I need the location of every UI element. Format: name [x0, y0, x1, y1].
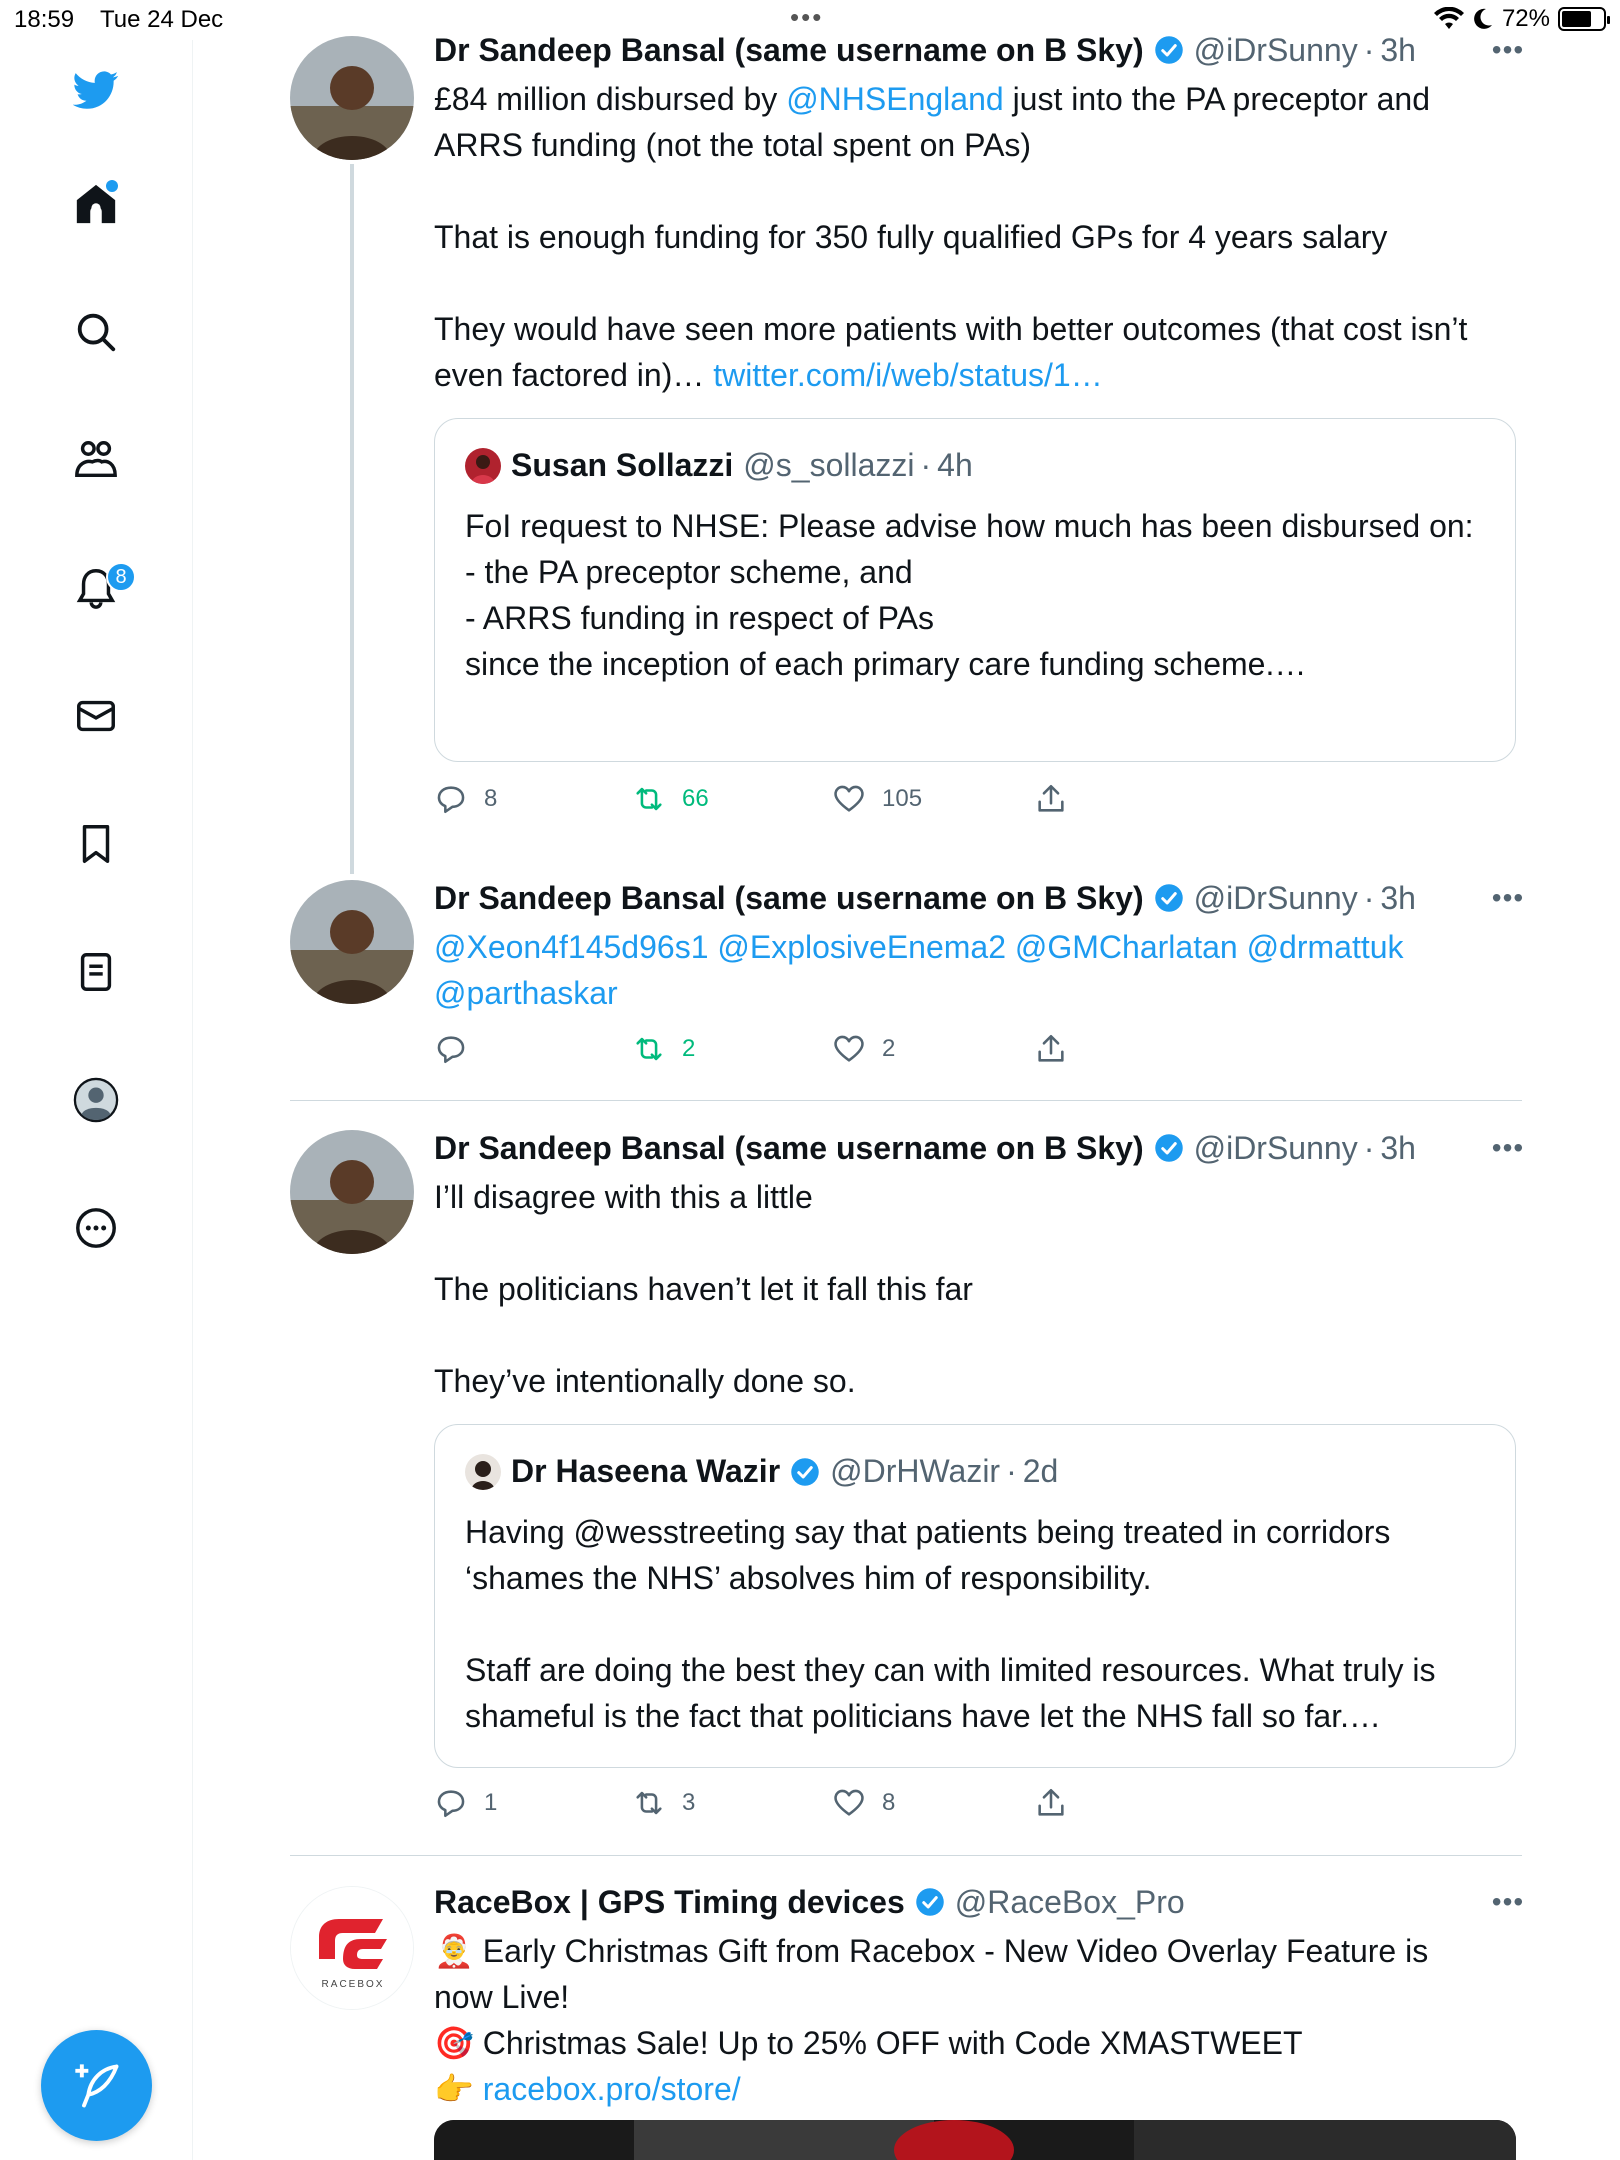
share-icon — [1034, 1032, 1068, 1066]
reply-icon — [434, 1786, 468, 1820]
tweet-header — [434, 1128, 1416, 1168]
nav-profile[interactable] — [66, 1070, 126, 1130]
author-name[interactable]: RaceBox | GPS Timing devices — [434, 1883, 905, 1920]
sidebar — [0, 40, 193, 2160]
avatar[interactable] — [290, 1130, 414, 1254]
separator: · — [1363, 31, 1375, 68]
communities-icon — [73, 437, 119, 483]
separator: · — [1363, 1129, 1375, 1166]
quoted-avatar — [465, 448, 501, 484]
mentions-text[interactable]: @Xeon4f145d96s1 @ExplosiveEnema2 @GMCharlatan @drmattuk @parthaskar — [434, 929, 1404, 1011]
quoted-author-name: Dr Haseena Wazir — [511, 1453, 781, 1489]
multitasking-dots-icon[interactable]: ••• — [790, 2, 824, 32]
retweet-count: 3 — [682, 1789, 696, 1816]
more-options-icon[interactable]: ••• — [1491, 1886, 1525, 1917]
like-button[interactable] — [832, 782, 922, 816]
verified-badge-icon — [1154, 883, 1184, 913]
share-button[interactable] — [1034, 782, 1084, 816]
avatar[interactable] — [290, 880, 414, 1004]
heart-icon — [832, 782, 866, 816]
reply-button[interactable] — [434, 1786, 497, 1820]
retweet-icon — [632, 1786, 666, 1820]
quoted-author-handle: @DrHWazir — [830, 1453, 1001, 1489]
more-circle-icon — [73, 1205, 119, 1251]
quoted-tweet[interactable] — [434, 418, 1516, 762]
avatar[interactable] — [290, 36, 414, 160]
like-count: 8 — [882, 1789, 896, 1816]
quoted-tweet[interactable] — [434, 1424, 1516, 1768]
author-handle[interactable]: @RaceBox_Pro — [954, 1883, 1185, 1920]
tweet-body — [434, 1928, 1494, 2112]
tweet-text: Early Christmas Gift from Racebox - New Video Overlay Feature is now Live! — [434, 1933, 1429, 2015]
profile-avatar-icon — [73, 1077, 119, 1123]
heart-icon — [832, 1032, 866, 1066]
nav-bookmarks[interactable] — [66, 814, 126, 874]
home-unread-dot — [106, 180, 118, 192]
compose-feather-icon — [71, 2060, 123, 2112]
nav-explore[interactable] — [66, 302, 126, 362]
retweet-icon — [632, 782, 666, 816]
share-button[interactable] — [1034, 1786, 1084, 1820]
tweet-header — [434, 878, 1416, 918]
tweet-header — [434, 1882, 1185, 1922]
author-handle[interactable]: @iDrSunny — [1193, 31, 1358, 68]
author-name[interactable]: Dr Sandeep Bansal (same username on B Sky) — [434, 31, 1144, 68]
reply-count: 1 — [484, 1789, 498, 1816]
retweet-count: 66 — [682, 785, 709, 812]
quoted-tweet-time: 4h — [937, 447, 973, 483]
tweet-text: Christmas Sale! Up to 25% OFF with Code XMASTWEET — [482, 2025, 1303, 2061]
nav-notifications[interactable] — [66, 558, 126, 618]
retweet-button[interactable] — [632, 1032, 695, 1066]
tweet-text: £84 million disbursed by — [434, 81, 787, 117]
like-button[interactable] — [832, 1032, 895, 1066]
quoted-author-handle: @s_sollazzi — [743, 447, 915, 483]
retweet-button[interactable] — [632, 1786, 695, 1820]
retweet-count: 2 — [682, 1035, 696, 1062]
reply-icon — [434, 1032, 468, 1066]
store-link[interactable]: racebox.pro/store/ — [482, 2071, 741, 2107]
quoted-tweet-header — [465, 447, 973, 484]
separator: · — [1363, 879, 1375, 916]
author-name[interactable]: Dr Sandeep Bansal (same username on B Sky) — [434, 879, 1144, 916]
nav-home[interactable] — [66, 174, 126, 234]
status-time: 18:59 — [14, 6, 75, 33]
separator: · — [920, 447, 932, 483]
quoted-avatar — [465, 1454, 501, 1490]
mention-link[interactable]: @NHSEngland — [786, 81, 1004, 117]
verified-badge-icon — [1154, 35, 1184, 65]
verified-badge-icon — [915, 1887, 945, 1917]
tweet-actions — [434, 782, 1134, 822]
santa-emoji: 🤶 — [434, 1933, 474, 1969]
share-icon — [1034, 1786, 1068, 1820]
envelope-icon — [73, 693, 119, 739]
reply-icon — [434, 782, 468, 816]
quoted-tweet-time: 2d — [1022, 1453, 1059, 1489]
more-options-icon[interactable]: ••• — [1491, 882, 1525, 913]
quoted-tweet-header — [465, 1453, 1058, 1490]
separator: · — [1006, 1453, 1017, 1489]
reply-count: 8 — [484, 785, 498, 812]
tweet-time[interactable]: 3h — [1380, 879, 1416, 916]
more-options-icon[interactable]: ••• — [1491, 1132, 1525, 1163]
twitter-logo-icon[interactable] — [66, 60, 126, 120]
verified-badge-icon — [1154, 1133, 1184, 1163]
divider — [290, 1100, 1522, 1101]
quoted-author-name: Susan Sollazzi — [511, 447, 734, 483]
tweet-body: I’ll disagree with this a little The politicians haven’t let it fall this far They’ve intentionally done so. — [434, 1179, 973, 1399]
racebox-logo-text: RACEBOX — [321, 1979, 385, 1990]
show-more-link[interactable]: twitter.com/i/web/status/1… — [713, 357, 1103, 393]
verified-badge-icon — [790, 1457, 820, 1487]
retweet-icon — [632, 1032, 666, 1066]
lists-icon — [73, 949, 119, 995]
reply-button[interactable] — [434, 1032, 484, 1066]
status-date: Tue 24 Dec — [100, 6, 224, 33]
racebox-logo[interactable] — [290, 1886, 414, 2010]
nav-lists[interactable] — [66, 942, 126, 1002]
quoted-tweet-body: FoI request to NHSE: Please advise how much has been disbursed on: - the PA preceptor scheme, and - ARRS funding in respect of PAs since the inception of each primary care funding scheme.… — [465, 508, 1474, 682]
target-emoji: 🎯 — [434, 2025, 474, 2061]
pointing-emoji: 👉 — [434, 2071, 474, 2107]
battery-percent: 72% — [1501, 5, 1550, 32]
tweet-body — [434, 76, 1494, 398]
tweet-time[interactable]: 3h — [1380, 31, 1416, 68]
compose-tweet-button[interactable] — [41, 2030, 152, 2141]
quoted-tweet-body: Having @wesstreeting say that patients being treated in corridors ‘shames the NHS’ absolves him of responsibility. Staff are doing the best they can with limited resources. What truly is shameful is the fact that politicians have let the NHS fall so far.… — [465, 1514, 1436, 1734]
bookmark-icon — [73, 821, 119, 867]
retweet-button[interactable] — [632, 782, 709, 816]
search-icon — [73, 309, 119, 355]
like-count: 2 — [882, 1035, 896, 1062]
reply-button[interactable] — [434, 782, 497, 816]
nav-messages[interactable] — [66, 686, 126, 746]
author-handle[interactable]: @iDrSunny — [1193, 879, 1358, 916]
tweet-actions — [434, 1032, 1134, 1072]
like-count: 105 — [882, 785, 923, 812]
author-handle[interactable]: @iDrSunny — [1193, 1129, 1358, 1166]
heart-icon — [832, 1786, 866, 1820]
tweet-header — [434, 30, 1416, 70]
notifications-badge: 8 — [106, 562, 136, 592]
share-button[interactable] — [1034, 1032, 1084, 1066]
tweet-time[interactable]: 3h — [1380, 1129, 1416, 1166]
tweet-text-cont: just into the PA preceptor and ARRS funding (not the total spent on PAs) That is enough funding for 350 fully qualified GPs for 4 years salary They would have seen more patients with better outcomes (that cost isn’t even factored in)… — [434, 81, 1468, 393]
nav-more[interactable] — [66, 1198, 126, 1258]
share-icon — [1034, 782, 1068, 816]
more-options-icon[interactable]: ••• — [1491, 34, 1525, 65]
tweet-actions — [434, 1786, 1134, 1826]
author-name[interactable]: Dr Sandeep Bansal (same username on B Sky) — [434, 1129, 1144, 1166]
thread-line — [350, 164, 354, 874]
timeline-feed — [194, 0, 1620, 2160]
promoted-media[interactable] — [434, 2120, 1516, 2160]
like-button[interactable] — [832, 1786, 895, 1820]
nav-communities[interactable] — [66, 430, 126, 490]
divider — [290, 1855, 1522, 1856]
